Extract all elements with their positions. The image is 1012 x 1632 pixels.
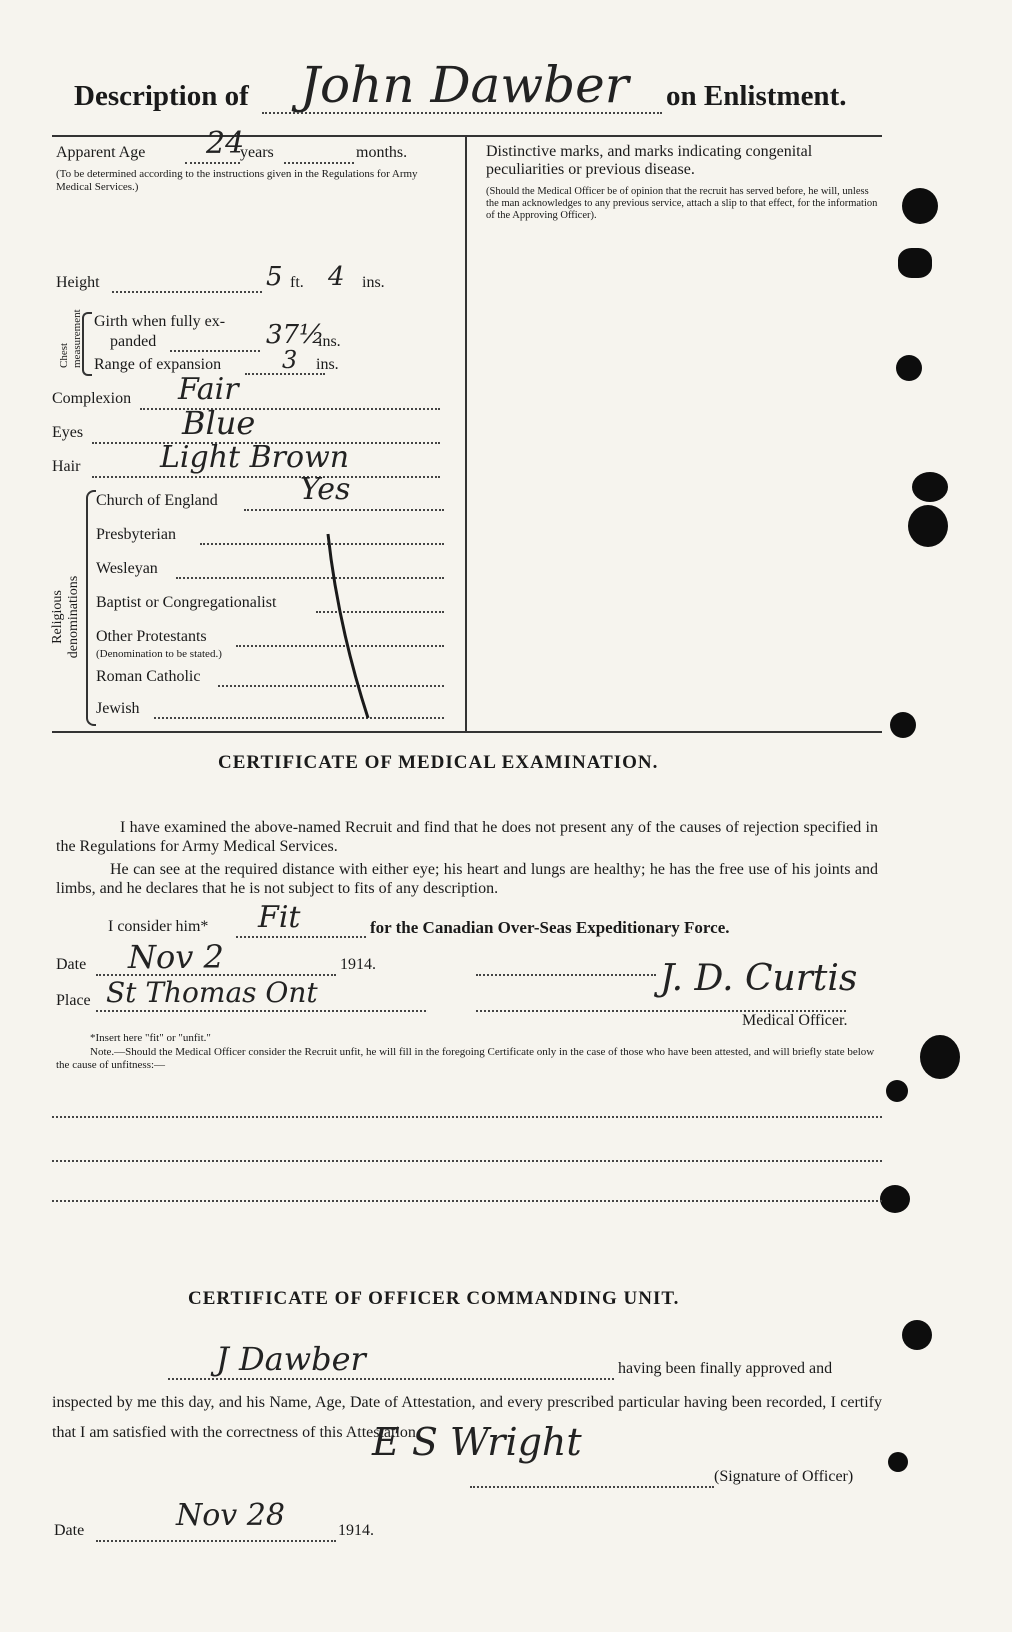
hair-label: Hair (52, 458, 81, 475)
unfitness-line (52, 1160, 882, 1162)
range-value: 3 (282, 346, 298, 374)
medical-officer-signature: J. D. Curtis (660, 958, 858, 999)
consider-suffix: for the Canadian Over-Seas Expeditionary Force. (370, 918, 730, 937)
religion-label: Presbyterian (96, 526, 176, 543)
officer-signature-label: (Signature of Officer) (714, 1468, 854, 1485)
age-label: Apparent Age (56, 144, 146, 161)
girth-dots (170, 350, 260, 352)
officer-date-year: 1914. (338, 1522, 374, 1539)
marks-note: (Should the Medical Officer be of opinion that the recruit has served before, he will, unless the man acknowledges to any previous service, attach a slip to that effect, for the information of the Approving Officer). (486, 186, 878, 221)
medical-place-dots (96, 1010, 426, 1012)
months-dots (284, 162, 354, 164)
medical-heading: CERTIFICATE OF MEDICAL EXAMINATION. (218, 752, 659, 773)
officer-recruit-name: J Dawber (216, 1340, 366, 1378)
height-label: Height (56, 274, 100, 291)
insert-note: *Insert here "fit" or "unfit." (90, 1032, 211, 1044)
medical-date-year: 1914. (340, 956, 376, 973)
column-divider (465, 136, 467, 731)
medical-para-2: He can see at the required distance with either eye; his heart and lungs are healthy; he has the free use of his joints and limbs, and he declares that he is not subject to fits of any description. (56, 861, 878, 897)
officer-signature-dots (470, 1486, 714, 1488)
unfitness-line (52, 1200, 882, 1202)
religion-dots (244, 509, 444, 511)
recruit-name: John Dawber (300, 56, 629, 114)
girth-label-1: Girth when fully ex- (94, 313, 226, 330)
girth-value: 37½ (266, 320, 325, 350)
officer-approved-text: having been finally approved and (618, 1360, 833, 1377)
officer-para: inspected by me this day, and his Name, Age, Date of Attestation, and every prescribed particular having been recorded, I certify that I am satisfied with the correctness of this Attestation. (52, 1394, 882, 1441)
name-dotted-line (262, 112, 662, 114)
religion-bracket (86, 490, 96, 726)
complexion-value: Fair (178, 372, 239, 407)
religion-note: (Denomination to be stated.) (96, 648, 222, 660)
height-dots (112, 291, 262, 293)
officer-signature: E S Wright (372, 1420, 582, 1464)
religion-label: Church of England (96, 492, 218, 509)
religion-value: Yes (300, 472, 351, 507)
age-note: (To be determined according to the instructions given in the Regulations for Army Medical Services.) (56, 168, 418, 193)
punch-hole (890, 712, 916, 738)
punch-hole (896, 355, 922, 381)
eyes-value: Blue (182, 404, 256, 442)
medical-date-label: Date (56, 956, 87, 973)
religion-dots (176, 577, 444, 579)
unfitness-line (52, 1116, 882, 1118)
punch-hole (902, 1320, 932, 1350)
age-dots (185, 162, 240, 164)
officer-date-label: Date (54, 1522, 85, 1539)
range-ins-label: ins. (316, 356, 339, 373)
complexion-label: Complexion (52, 390, 132, 407)
punch-hole (912, 472, 948, 502)
medical-place-value: St Thomas Ont (106, 976, 318, 1009)
religion-label: Jewish (96, 700, 140, 717)
hair-dots (92, 476, 440, 478)
religion-strike-line (320, 530, 380, 730)
religion-dots (154, 717, 444, 719)
officer-date-value: Nov 28 (176, 1498, 285, 1533)
medical-place-label: Place (56, 992, 91, 1009)
religion-label: Roman Catholic (96, 668, 201, 685)
punch-hole (908, 505, 948, 547)
girth-ins-label: ins. (318, 333, 341, 350)
officer-date-dots (96, 1540, 336, 1542)
punch-hole (888, 1452, 908, 1472)
officer-name-dots (168, 1378, 614, 1380)
punch-hole (880, 1185, 910, 1213)
ft-label: ft. (290, 274, 304, 291)
officer-heading: CERTIFICATE OF OFFICER COMMANDING UNIT. (188, 1288, 680, 1309)
medical-sign-dots-1 (476, 974, 656, 976)
medical-date-value: Nov 2 (128, 938, 224, 976)
hair-value: Light Brown (160, 440, 350, 475)
header-suffix: on Enlistment. (666, 80, 847, 112)
medical-officer-title: Medical Officer. (742, 1012, 848, 1029)
punch-hole (898, 248, 932, 278)
years-label: years (240, 144, 274, 161)
girth-label-2: panded (110, 333, 157, 350)
months-label: months. (356, 144, 408, 161)
punch-hole (886, 1080, 908, 1102)
consider-prefix: I consider him* (108, 918, 209, 935)
marks-heading: Distinctive marks, and marks indicating congenital peculiarities or previous disease. (486, 143, 813, 178)
religion-label: Other Protestants (96, 628, 207, 645)
bottom-rule (52, 731, 882, 733)
consider-value: Fit (258, 900, 301, 935)
punch-hole (920, 1035, 960, 1079)
chest-bracket (82, 312, 92, 376)
religion-vertical-label: Religious denominations (50, 575, 81, 659)
eyes-label: Eyes (52, 424, 84, 441)
height-in-value: 4 (328, 262, 345, 292)
top-rule (52, 135, 882, 137)
punch-hole (902, 188, 938, 224)
height-ft-value: 5 (266, 262, 283, 292)
chest-vertical-label: Chest measurement (58, 309, 83, 368)
height-ins-label: ins. (362, 274, 385, 291)
religion-label: Wesleyan (96, 560, 158, 577)
medical-para-1: I have examined the above-named Recruit and find that he does not present any of the causes of rejection specified in the Regulations for Army Medical Services. (56, 819, 878, 855)
age-value: 24 (206, 126, 245, 161)
range-label: Range of expansion (94, 356, 222, 373)
header-prefix: Description of (74, 80, 249, 112)
unfit-note: Note.—Should the Medical Officer consider the Recruit unfit, he will fill in the foregoing Certificate only in the case of those who have been attested, and will briefly state below the cause of unfitness:— (56, 1046, 875, 1071)
religion-label: Baptist or Congregationalist (96, 594, 277, 611)
consider-dots (236, 936, 366, 938)
